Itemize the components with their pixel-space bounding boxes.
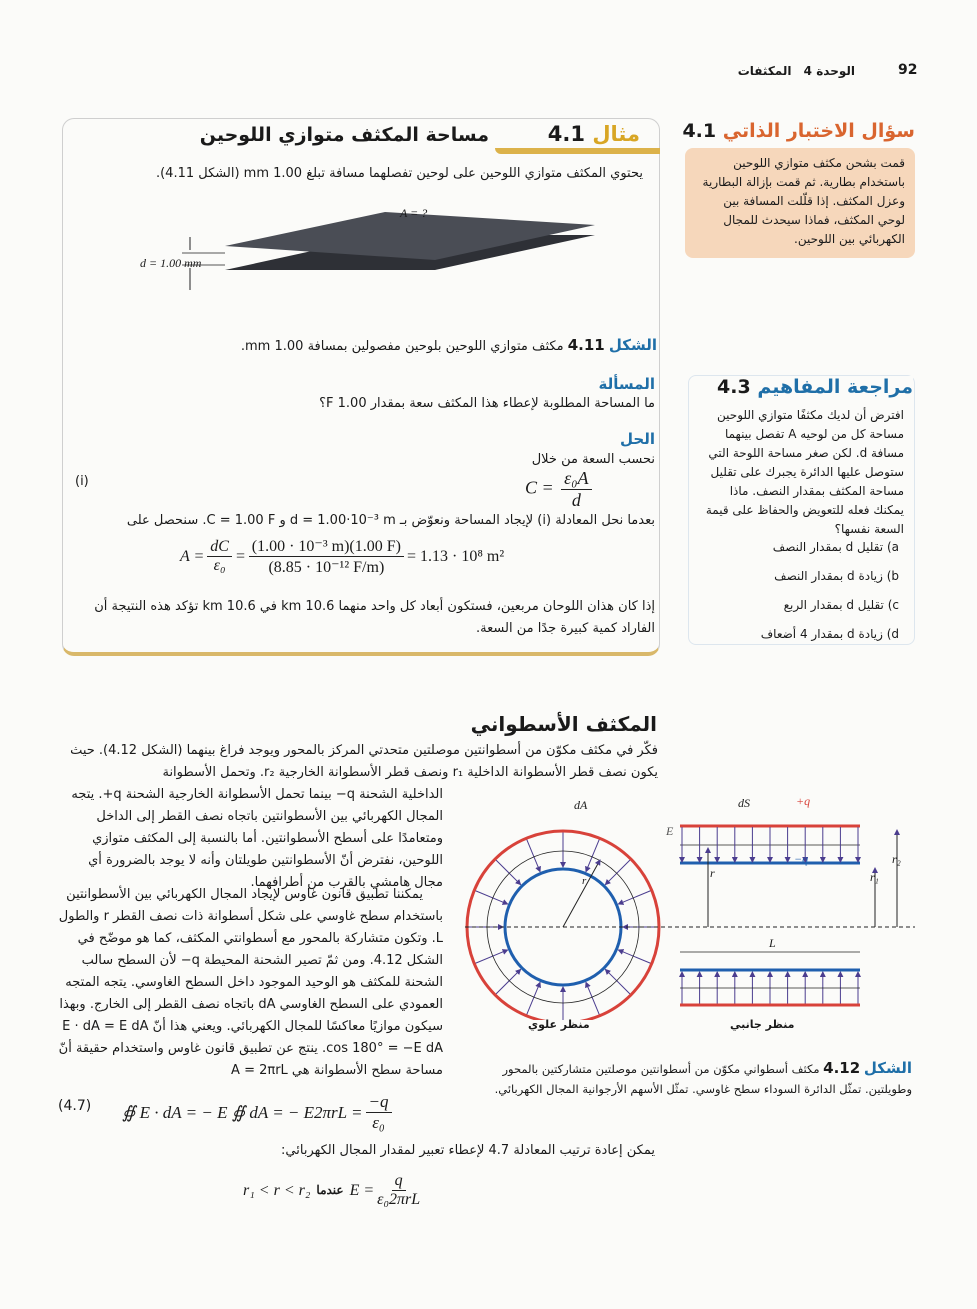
distance-label: d = 1.00 mm xyxy=(140,256,202,270)
cylindrical-heading: المكثف الأسطواني xyxy=(470,712,657,736)
cylindrical-capacitor-figure xyxy=(460,790,920,1020)
caption-label: الشكل xyxy=(608,336,657,354)
field-arrow xyxy=(495,859,520,884)
option-c[interactable]: c) تقليل d بمقدار الربع xyxy=(783,598,899,612)
eq-lhs: C = xyxy=(525,477,554,498)
caption-number: 4.11 xyxy=(567,336,605,354)
side-view-label: منظر جانبي xyxy=(730,1018,795,1031)
eq-when: عندما xyxy=(316,1183,344,1197)
problem-heading: المسألة xyxy=(598,375,655,393)
eq-condition: r₁ < r < r₂ xyxy=(243,1181,311,1199)
solve-text: بعدما نحل المعادلة (i) لإيجاد المساحة ونعوّض بـ d = 1.00·10⁻³ m و C = 1.00 F. سنحصل على xyxy=(126,513,655,528)
rearrange-text: يمكن إعادة ترتيب المعادلة 4.7 لإعطاء تعبير لمقدار المجال الكهربائي: xyxy=(281,1143,655,1158)
concept-review-options xyxy=(761,540,899,656)
top-view-label: منظر علوي xyxy=(528,1018,590,1031)
concept-review-text: افترض أن لديك مكثفًا متوازي اللوحين مساحة كل من لوحيه A تفصل بينهما مسافة d. لكن صغر مساحة اللوحة التي ستوصل عليها الدائرة يجبرك على تقليل مساحة المكثف بمقدار النصف. ماذا يمكنك فعله للتعويض والحفاظ على قيمة السعة نفسها؟ xyxy=(705,408,904,536)
option-key: c xyxy=(892,598,899,612)
field-arrow xyxy=(605,969,630,994)
equation-47-label: (4.7) xyxy=(58,1098,92,1114)
equation-i xyxy=(525,468,595,511)
eq-den: ε₀2πrL xyxy=(377,1191,421,1208)
cylindrical-intro: فكّر في مكثف مكوّن من أسطوانتين موصلتين متحدتي المركز بالمحور ويوجد فراغ بينهما (الشكل 4.12). حيث يكون نصف قطر الأسطوانة الداخلية r₁ ونصف قطر الأسطوانة الخارجية r₂. وتحمل الأسطوانة xyxy=(70,743,658,780)
concept-review-number: 4.3 xyxy=(717,376,751,398)
page-number: 92 xyxy=(898,62,918,78)
example-intro: يحتوي المكثف متوازي اللوحين على لوحين تفصلهما مسافة تبلغ 1.00 mm (الشكل 4.11). xyxy=(155,166,643,181)
eq-num: dC xyxy=(207,538,232,557)
field-arrow xyxy=(605,859,630,884)
dS-label: dS xyxy=(738,796,750,810)
conclusion-text: إذا كان هذان اللوحان مربعين، فستكون أبعاد كل واحد منهما 10.6 km في 10.6 km تؤكد هذه النتيجة أن الفاراد كمية كبيرة جدًا من السعة. xyxy=(94,599,655,636)
eq-den: ε₀ xyxy=(372,1113,385,1132)
option-text: زيادة d بمقدار النصف xyxy=(774,569,883,583)
example-heading xyxy=(548,122,640,146)
example-tab-bar xyxy=(495,148,660,154)
equation-i-label: (i) xyxy=(75,474,89,489)
equation-47 xyxy=(122,1092,395,1133)
eq-den: ε₀ xyxy=(213,557,226,574)
example-title: مساحة المكثف متوازي اللوحين xyxy=(199,124,489,146)
eq-den: d xyxy=(571,490,581,510)
self-test-number: 4.1 xyxy=(682,120,717,142)
caption-label: الشكل xyxy=(863,1059,912,1077)
eq-lhs: A = xyxy=(180,547,205,565)
option-a[interactable]: a) تقليل d بمقدار النصف xyxy=(772,540,899,554)
r1-label: r₁ xyxy=(870,870,879,884)
problem-text: ما المساحة المطلوبة لإعطاء هذا المكثف سعة بمقدار 1.00 F؟ xyxy=(319,396,655,411)
area-equation: A = $\frac{dC}{\text{ε₀}}$ = $\frac{\text{(1.00 · 10⁻³ m)(1.00 F)}}{\text{(8.85 · 10⁻¹² F/m)}}$ = 1.13 · 10⁸ m² xyxy=(180,538,505,576)
self-test-box: قمت بشحن مكثف متوازي اللوحين باستخدام بطارية. ثم قمت بإزالة البطارية وعزل المكثف. إذا قلّلت المسافة بين لوحي المكثف، فماذا سيحدث للمجال الكهربائي بين اللوحين. xyxy=(685,148,915,258)
concept-review-title: مراجعة المفاهيم xyxy=(757,376,913,398)
running-header xyxy=(738,64,855,78)
option-key: a xyxy=(891,540,899,554)
r-top-label: r xyxy=(582,875,587,887)
solution-intro: نحسب السعة من خلال xyxy=(531,452,655,467)
concept-review-heading xyxy=(711,376,913,398)
caption-number: 4.12 xyxy=(823,1059,861,1077)
eq-den: (8.85 · 10⁻¹² F/m) xyxy=(268,559,385,576)
area-label: A = ? xyxy=(400,206,428,220)
option-b[interactable]: b) زيادة d بمقدار النصف xyxy=(774,569,899,583)
option-key: d xyxy=(891,627,899,641)
option-d[interactable]: d) زيادة d بمقدار 4 أضعاف xyxy=(760,627,899,641)
eq-num: −q xyxy=(366,1092,392,1113)
chapter-label: المكثفات xyxy=(737,64,792,78)
cylindrical-para-1: الداخلية الشحنة q− بينما تحمل الأسطوانة الخارجية الشحنة q+. يتجه المجال الكهربائي بين الأسطوانتين باتجاه نصف القطر إلى الداخل ومتعامدًا على أسطح الأسطوانتين. أما بالنسبة إلى المكثف متوازي اللوحين، نفترض أنّ الأسطوانتين طويلتان وأنه لا يوجد بالضرورة أي مجال هامشي بالقرب من أطرافهما. xyxy=(71,787,443,890)
self-test-heading xyxy=(682,120,915,142)
r-side-label: r xyxy=(710,866,715,880)
plus-q-label: +q xyxy=(796,794,811,808)
eq-num: ε₀A xyxy=(561,468,591,490)
field-arrow xyxy=(495,969,520,994)
eq-result: = 1.13 · 10⁸ m² xyxy=(406,547,505,565)
dA-label: dA xyxy=(574,798,588,812)
solution-heading: الحل xyxy=(620,430,655,448)
eq-num: q xyxy=(392,1172,406,1191)
E-label: E xyxy=(666,824,674,838)
r2-label: r₂ xyxy=(892,852,901,866)
example-number: 4.1 xyxy=(547,122,585,146)
eq-lhs: E = xyxy=(349,1181,375,1199)
figure-411-caption xyxy=(241,334,657,358)
option-text: زيادة d بمقدار 4 أضعاف xyxy=(760,627,883,641)
equation-final xyxy=(243,1172,423,1209)
L-label: L xyxy=(766,936,779,951)
parallel-plates-figure xyxy=(130,200,600,300)
option-text: تقليل d بمقدار الربع xyxy=(783,598,884,612)
cylindrical-para-2: يمكننا تطبيق قانون غاوس لإيجاد المجال الكهربائي بين الأسطوانتين باستخدام سطح غاوسي على شكل أسطوانة ذات نصف القطر r والطول L. وتكون متشاركة بالمحور مع أسطوانتي المكثف، كما هو موضّح في الشكل 4.12. ومن ثمّ تصير الشحنة المحيطة q− لأن السطح سالب الشحنة للمكثف هو الوحيد الموجود داخل السطح الغاوسي. يتجه المتجه العمودي على السطح الغاوسي dA باتجاه نصف القطر إلى الخارج. وبهذا سيكون موازيًا معاكسًا للمجال الكهربائي. ويعني هذا أنّ E · dA = E dA cos 180° = −E dA. ينتج عن تطبيق قانون غاوس واستخدام حقيقة أنّ مساحة سطح الأسطوانة هي A = 2πrL xyxy=(58,887,443,1078)
minus-q-label: −q xyxy=(794,852,809,866)
self-test-title: سؤال الاختبار الذاتي xyxy=(722,120,915,142)
figure-412-caption xyxy=(472,1058,912,1099)
unit-label: الوحدة 4 xyxy=(803,64,855,78)
option-key: b xyxy=(891,569,899,583)
eq-expr: ∯ E · dA = − E ∯ dA = − E2πrL = xyxy=(122,1102,363,1122)
caption-text: مكثف متوازي اللوحين بلوحين مفصولين بمسافة 1.00 mm. xyxy=(240,339,564,354)
example-label: مثال xyxy=(592,122,640,146)
caption-text: مكثف أسطواني مكوّن من أسطوانتين موصلتين متشاركتين بالمحور وطويلتين. تمثّل الدائرة السوداء سطح غاوسي. تمثّل الأسهم الأرجوانية المجال الكهربائي. xyxy=(494,1062,912,1096)
eq-num: (1.00 · 10⁻³ m)(1.00 F) xyxy=(249,536,404,557)
option-text: تقليل d بمقدار النصف xyxy=(772,540,884,554)
